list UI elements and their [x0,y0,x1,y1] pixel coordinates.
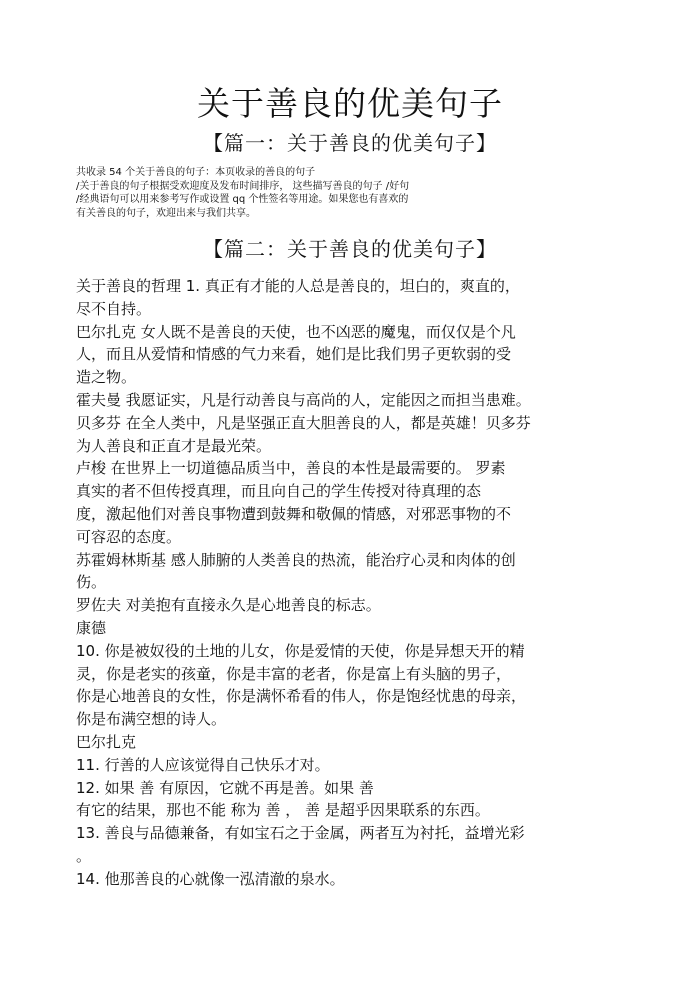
section-heading-2: 【篇二：关于善良的优美句子】 [203,237,497,261]
body-line: 贝多芬 在全人类中，凡是坚强正直大胆善良的人，都是英雄！贝多芬 [76,413,531,432]
body-line: 罗佐夫 对美抱有直接永久是心地善良的标志。 [76,596,381,615]
intro-line: /经典语句可以用来参考写作或设置 qq 个性签名等用途。如果您也有喜欢的 [76,194,409,205]
body-line: 真实的者不但传授真理，而且向自己的学生传授对待真理的态 [76,482,482,501]
intro-line: 共收录 54 个关于善良的句子：本页收录的善良的句子 [76,167,316,178]
body-line: 关于善良的哲理 1. 真正有才能的人总是善良的，坦白的，爽直的， [76,277,520,295]
body-line: 巴尔扎克 [76,732,137,751]
body-line: 人，而且从爱情和情感的气力来看，她们是比我们男子更软弱的受 [76,345,512,364]
body-line: 伤。 [76,573,107,592]
body-line: 你是布满空想的诗人。 [76,710,227,729]
section-heading-1: 【篇一：关于善良的优美句子】 [203,131,497,155]
body-line: 霍夫曼 我愿证实，凡是行动善良与高尚的人，定能因之而担当患难。 [76,390,531,409]
body-line: 可容忍的态度。 [76,527,182,546]
body-text [76,275,636,891]
body-line: 11. 行善的人应该觉得自己快乐才对。 [76,755,330,774]
intro-paragraph [76,166,556,220]
body-line: 。 [76,846,92,865]
body-line: 10. 你是被奴役的土地的儿女，你是爱情的天使，你是异想天开的精 [76,641,525,660]
intro-line: 有关善良的句子，欢迎出来与我们共享。 [76,207,256,219]
body-line: 14. 他那善良的心就像一泓清澈的泉水。 [76,869,345,888]
body-line: 为人善良和正直才是最光荣。 [76,436,272,455]
body-line: 造之物。 [76,368,137,387]
intro-line: /关于善良的句子根据受欢迎度及发布时间排序， 这些描写善良的句子 /好句 [76,180,410,192]
body-line: 你是心地善良的女性，你是满怀希看的伟人，你是饱经忧患的母亲， [76,687,527,706]
body-line: 有它的结果，那也不能 称为 善 ， 善 是超乎因果联系的东西。 [76,801,490,820]
body-line: 灵，你是老实的孩童，你是丰富的老者，你是富上有头脑的男子， [76,664,512,683]
body-line: 尽不自持。 [76,299,152,318]
document-title: 关于善良的优美句子 [197,84,503,123]
body-line: 13. 善良与品德兼备，有如宝石之于金属，两者互为衬托，益增光彩 [76,824,525,843]
body-line: 康德 [76,618,107,637]
body-line: 卢梭 在世界上一切道德品质当中，善良的本性是最需要的。 罗素 [76,459,506,478]
body-line: 苏霍姆林斯基 感人肺腑的人类善良的热流，能治疗心灵和肉体的创 [76,550,516,569]
body-line: 度，激起他们对善良事物遭到鼓舞和敬佩的情感，对邪恶事物的不 [76,504,512,523]
body-line: 巴尔扎克 女人既不是善良的天使，也不凶恶的魔鬼，而仅仅是个凡 [76,322,516,341]
body-line: 12. 如果 善 有原因，它就不再是善。如果 善 [76,778,374,797]
